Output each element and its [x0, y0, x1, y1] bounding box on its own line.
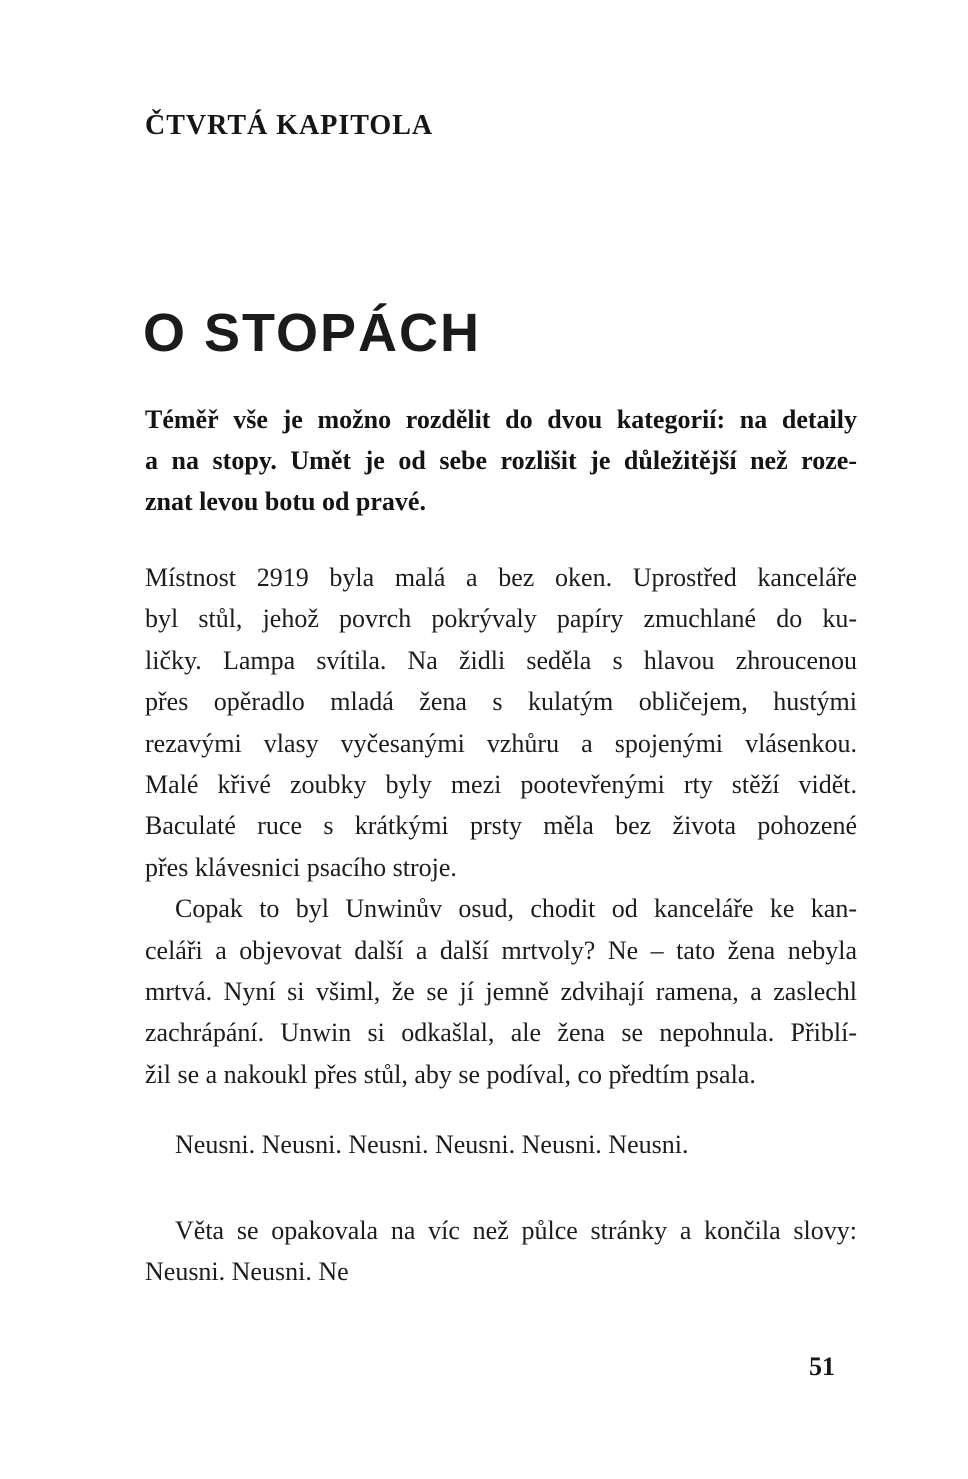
text-line: Neusni. Neusni. Ne — [145, 1257, 349, 1287]
body-paragraph — [145, 888, 857, 1095]
page-number: 51 — [809, 1352, 835, 1381]
epigraph — [145, 399, 857, 522]
chapter-header: ČTVRTÁ KAPITOLA — [145, 110, 434, 141]
body-paragraph — [145, 1210, 857, 1293]
text-line: Neusni. Neusni. Neusni. Neusni. Neusni. Neusni. — [175, 1130, 689, 1160]
text-line: ličky. Lampa svítila. Na židli seděla s hlavou zhroucenou — [145, 645, 857, 675]
body-text — [145, 557, 857, 1293]
text-line: žil se a nakoukl přes stůl, aby se podíval, co předtím psala. — [145, 1059, 756, 1089]
text-line: zachrápání. Unwin si odkašlal, ale žena se nepohnula. Přiblí- — [145, 1018, 857, 1048]
text-line: přes klávesnici psacího stroje. — [145, 852, 457, 882]
text-line: rezavými vlasy vyčesanými vzhůru a spojenými vlásenkou. — [145, 728, 857, 758]
text-line: Věta se opakovala na víc než půlce stránky a končila slovy: — [175, 1215, 857, 1245]
text-line: přes opěradlo mladá žena s kulatým obličejem, hustými — [145, 687, 857, 717]
page-title: O STOPÁCH — [143, 303, 482, 363]
text-line: Malé křivé zoubky byly mezi pootevřenými rty stěží vidět. — [145, 770, 857, 800]
text-line: Baculaté ruce s krátkými prsty měla bez života pohozené — [145, 811, 857, 841]
text-line: Místnost 2919 byla malá a bez oken. Uprostřed kanceláře — [145, 563, 857, 592]
text-line: Copak to byl Unwinův osud, chodit od kanceláře ke kan- — [175, 894, 857, 924]
text-line: byl stůl, jehož povrch pokrývaly papíry zmuchlané do ku- — [145, 604, 857, 634]
text-line: znat levou botu od pravé. — [145, 487, 426, 516]
text-line: mrtvá. Nyní si všiml, že se jí jemně zdvihají ramena, a zaslechl — [145, 977, 857, 1007]
text-line: celáři a objevovat další a další mrtvoly? Ne – tato žena nebyla — [145, 935, 857, 965]
typed-text-paragraph — [145, 1124, 857, 1165]
body-paragraph — [145, 557, 857, 888]
text-line: a na stopy. Umět je od sebe rozlišit je důležitější než roze- — [145, 446, 857, 475]
text-line: Téměř vše je možno rozdělit do dvou kategorií: na detaily — [145, 405, 857, 434]
